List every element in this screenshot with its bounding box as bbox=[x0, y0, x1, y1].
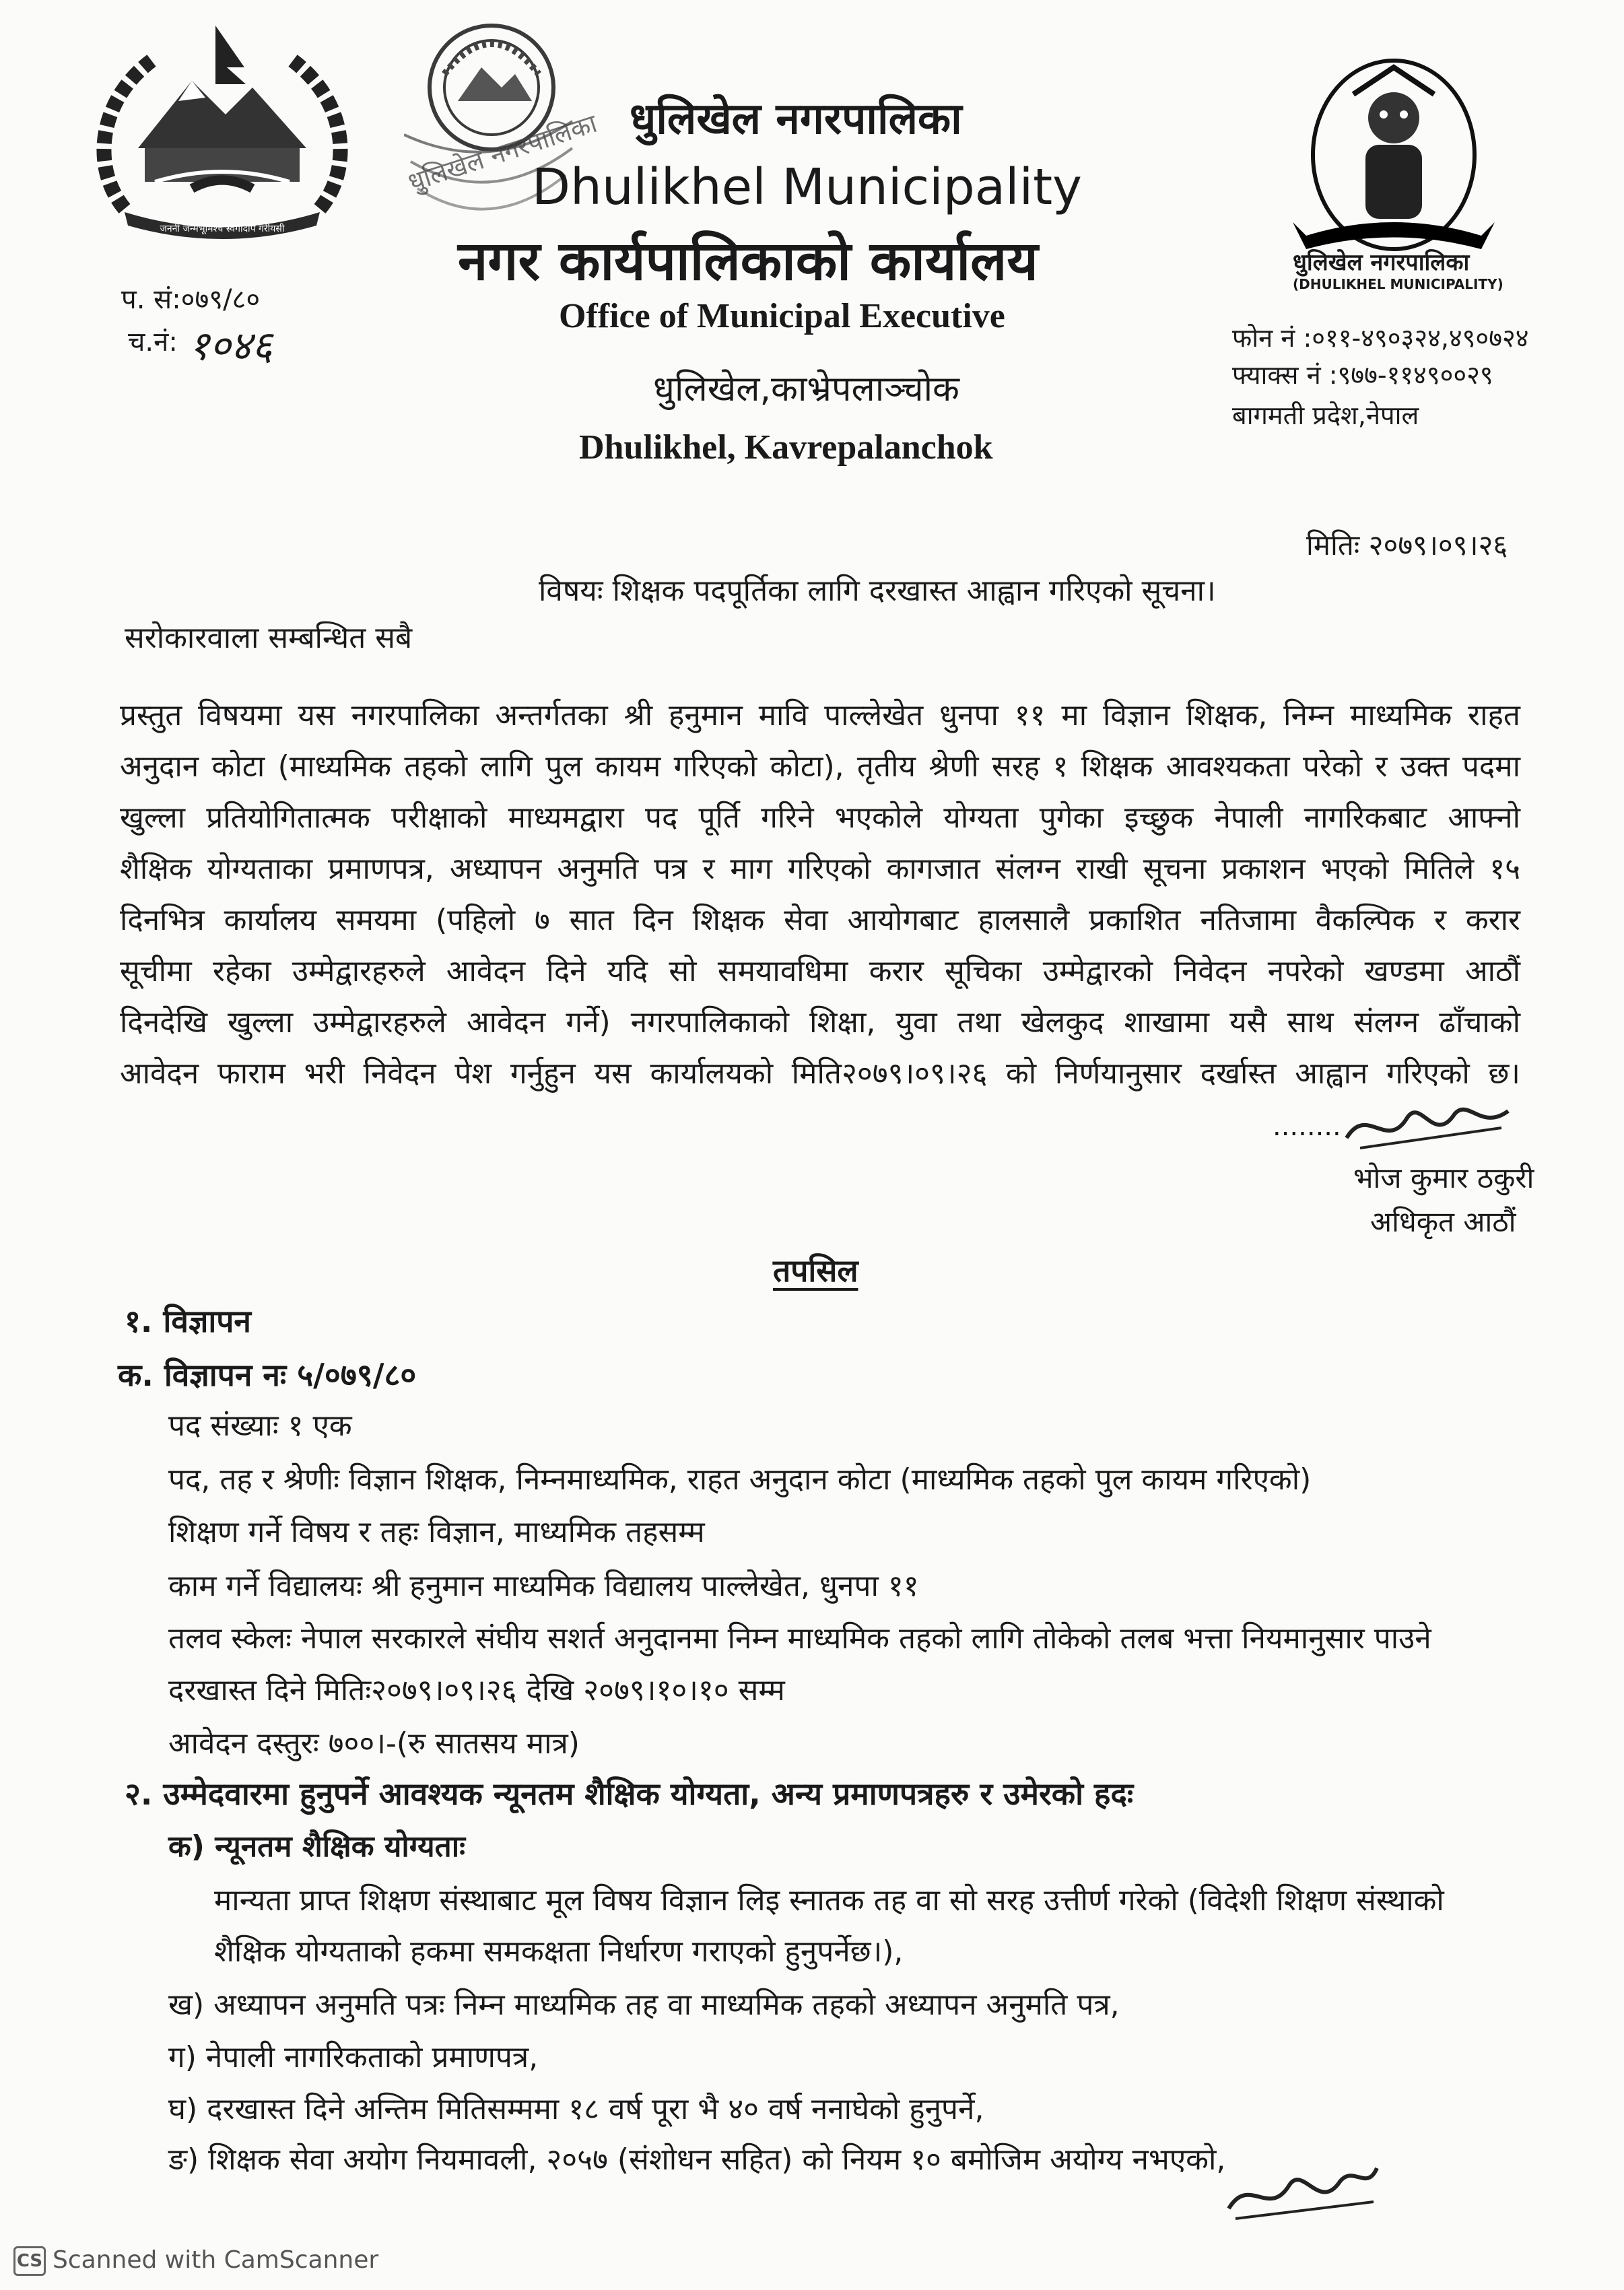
paragraph-line: दिनभित्र कार्यालय समयमा (पहिलो ७ सात दिन शिक्षक सेवा आयोगबाट हालसालै प्रकाशित नतिजामा वैकल्पिक र करार bbox=[120, 903, 1520, 937]
paragraph-line: अनुदान कोटा (माध्यमिक तहको लागि पुल कायम गरिएको कोटा), तृतीय श्रेणी सरह १ शिक्षक आवश्यकता परेको र उक्त पदमा bbox=[120, 749, 1520, 784]
deity-emblem-icon bbox=[1279, 54, 1508, 256]
section-qualification-heading: २. उम्मेदवारमा हुनुपर्ने आवश्यक न्यूनतम शैक्षिक योग्यता, अन्य प्रमाणपत्रहरु र उमेरको हदः bbox=[125, 1776, 1134, 1812]
signatory-name: भोज कुमार ठकुरी bbox=[1353, 1161, 1534, 1194]
details-heading: तपसिल bbox=[773, 1252, 858, 1289]
min-qualification-text: मान्यता प्राप्त शिक्षण संस्थाबाट मूल विषय विज्ञान लिइ स्नातक तह वा सो सरह उत्तीर्ण गरेको (विदेशी शिक्षण संस्थाको bbox=[214, 1883, 1444, 1918]
scanner-watermark bbox=[13, 2246, 378, 2276]
scanner-watermark-text: Scanned with CamScanner bbox=[53, 2246, 379, 2274]
municipality-name-np: धुलिखेल नगरपालिका bbox=[630, 94, 962, 144]
qualification-item: ग) नेपाली नागरिकताको प्रमाणपत्र, bbox=[168, 2040, 539, 2075]
paragraph-line: दिनदेखि खुल्ला उम्मेद्वारहरुले आवेदन गर्ने) नगरपालिकाको शिक्षा, युवा तथा खेलकुद शाखामा यसै साथ संलग्न ढाँचाको bbox=[120, 1005, 1520, 1040]
detail-item: तलव स्केलः नेपाल सरकारले संघीय सशर्त अनुदानमा निम्न माध्यमिक तहको लागि तोकेको तलब भत्ता नियमानुसार पाउने bbox=[168, 1621, 1431, 1656]
detail-item: पद, तह र श्रेणीः विज्ञान शिक्षक, निम्नमाध्यमिक, राहत अनुदान कोटा (माध्यमिक तहको पुल कायम गरिएको) bbox=[168, 1462, 1312, 1497]
municipality-name-en: Dhulikhel Municipality bbox=[532, 158, 1082, 216]
detail-item: आवेदन दस्तुरः ७००।-(रु सातसय मात्र) bbox=[168, 1726, 580, 1761]
paragraph-line: प्रस्तुत विषयमा यस नगरपालिका अन्तर्गतका श्री हनुमान मावि पाल्लेखेत धुनपा ११ मा विज्ञान शिक्षक, निम्न माध्यमिक राहत bbox=[120, 698, 1520, 733]
dispatch-label: च.नं: bbox=[128, 327, 178, 358]
salutation: सरोकारवाला सम्बन्धित सबै bbox=[125, 621, 413, 655]
letter-date: मितिः २०७९।०९।२६ bbox=[1306, 529, 1508, 562]
paragraph-line: खुल्ला प्रतियोगितात्मक परीक्षाको माध्यमद्वारा पद पूर्ति गरिने भएकोले योग्यता पुगेका इच्छुक नेपाली नागरिकबाट आफ्नो bbox=[120, 801, 1520, 835]
emblem-motto: जननी जन्मभूमिश्च स्वर्गादपि गरीयसी bbox=[160, 224, 285, 234]
detail-item: दरखास्त दिने मितिः२०७९।०९।२६ देखि २०७९।१०।१० सम्म bbox=[168, 1673, 785, 1708]
signature-dots: ........ bbox=[1273, 1111, 1341, 1142]
phone-number: फोन नं :०११-४९०३२४,४९०७२४ bbox=[1232, 323, 1529, 353]
qualification-item: ख) अध्यापन अनुमति पत्रः निम्न माध्यमिक तह वा माध्यमिक तहको अध्यापन अनुमति पत्र, bbox=[168, 1988, 1120, 2022]
dispatch-number-handwritten: १०४६ bbox=[189, 323, 273, 370]
initial-signature-icon bbox=[1219, 2155, 1387, 2229]
signature-icon bbox=[1340, 1091, 1515, 1158]
signature-mark bbox=[1340, 1091, 1515, 1161]
signatory-title: अधिकृत आठौं bbox=[1370, 1205, 1516, 1238]
nepal-emblem-logo bbox=[77, 20, 367, 249]
paragraph-line: आवेदन फाराम भरी निवेदन पेश गर्नुहुन यस कार्यालयको मिति२०७९।०९।२६ को निर्णयानुसार दर्खास्त आह्वान गरिएको छ। bbox=[120, 1056, 1520, 1091]
letter-subject: विषयः शिक्षक पदपूर्तिका लागि दरखास्त आह्वान गरिएको सूचना। bbox=[539, 574, 1216, 608]
min-qualification-heading: क) न्यूनतम शैक्षिक योग्यताः bbox=[168, 1829, 465, 1864]
nepal-emblem-icon bbox=[77, 20, 367, 249]
address-en: Dhulikhel, Kavrepalanchok bbox=[579, 428, 993, 467]
letter-number: प. सं:०७९/८० bbox=[121, 284, 261, 315]
qualification-item: घ) दरखास्त दिने अन्तिम मितिसम्ममा १८ वर्ष पूरा भै ४० वर्ष ननाघेको हुनुपर्ने, bbox=[168, 2092, 984, 2126]
detail-item: पद संख्याः १ एक bbox=[168, 1409, 352, 1443]
detail-item: काम गर्ने विद्यालयः श्री हनुमान माध्यमिक विद्यालय पाल्लेखेत, धुनपा ११ bbox=[168, 1569, 919, 1603]
logo-label-en: (DHULIKHEL MUNICIPALITY) bbox=[1293, 276, 1503, 292]
paragraph-line: सूचीमा रहेका उम्मेद्वारहरुले आवेदन दिने यदि सो समयावधिमा करार सूचिका उम्मेद्वारको निवेदन नपरेको खण्डमा आठौं bbox=[120, 954, 1520, 988]
province: बागमती प्रदेश,नेपाल bbox=[1232, 401, 1419, 430]
advertisement-number: क. विज्ञापन नः ५/०७९/८० bbox=[118, 1357, 417, 1393]
seal-text: धुलिखेल नगरपालिका bbox=[404, 108, 601, 197]
page-initial-signature bbox=[1219, 2155, 1387, 2231]
fax-number: फ्याक्स नं :९७७-११४९००२९ bbox=[1232, 360, 1493, 390]
section-advertisement-heading: १. विज्ञापन bbox=[125, 1303, 251, 1339]
paragraph-line: शैक्षिक योग्यताका प्रमाणपत्र, अध्यापन अनुमति पत्र र माग गरिएको कागजात संलग्न राखी सूचना प्रकाशन भएको मितिले १५ bbox=[120, 852, 1520, 886]
camscanner-badge: CS bbox=[13, 2246, 46, 2276]
min-qualification-text: शैक्षिक योग्यताको हकमा समकक्षता निर्धारण गराएको हुनुपर्नेछ।), bbox=[214, 1934, 904, 1969]
qualification-item: ङ) शिक्षक सेवा अयोग नियमावली, २०५७ (संशोधन सहित) को नियम १० बमोजिम अयोग्य नभएको, bbox=[168, 2143, 1226, 2177]
office-name-en: Office of Municipal Executive bbox=[559, 297, 1005, 335]
detail-item: शिक्षण गर्ने विषय र तहः विज्ञान, माध्यमिक तहसम्म bbox=[168, 1515, 705, 1549]
office-name-np: नगर कार्यपालिकाको कार्यालय bbox=[458, 230, 1038, 292]
address-np: धुलिखेल,काभ्रेपलाञ्चोक bbox=[653, 369, 959, 409]
logo-label-np: धुलिखेल नगरपालिका bbox=[1293, 249, 1470, 276]
dhulikhel-municipality-logo bbox=[1279, 54, 1508, 303]
